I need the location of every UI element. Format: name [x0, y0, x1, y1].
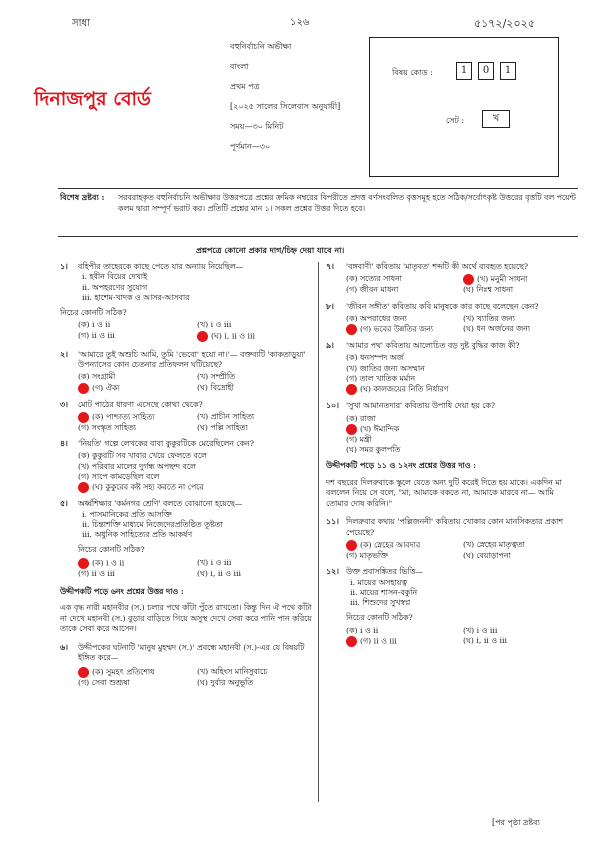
- q4-text: 'নিয়তি' গল্পে লেখকের বাবা কুকুরটিকে মেরেছিলেন কেন?: [78, 439, 254, 449]
- q2-opt-c-label: (গ) ঐক্য: [92, 383, 120, 393]
- q10-opt-b-label: (খ) ঈমান্দিক: [360, 424, 400, 434]
- meta-marks: পূর্ণমান—৩০: [230, 142, 271, 151]
- q1-opt-a-label: (ক) i ও ii: [78, 320, 111, 330]
- q5-opt-b[interactable]: [197, 558, 312, 569]
- q8-opt-d[interactable]: [463, 324, 576, 335]
- board-name: দিনাজপুর বোর্ড: [34, 88, 152, 110]
- set-label: সেট :: [446, 116, 465, 125]
- q4-opt-d-label: (ঘ) কুকুরের কষ্ট সহ্য করতে না পেরে: [92, 482, 204, 492]
- q6-opt-c-label: (গ) সেবা শুশ্রূষা: [78, 677, 130, 687]
- q5-opt-a[interactable]: [78, 558, 193, 569]
- q11-opt-d[interactable]: [463, 551, 576, 561]
- q12-opt-c[interactable]: [346, 636, 459, 647]
- question-11: [326, 517, 576, 561]
- answer-mark: [346, 540, 357, 551]
- q1-item-3: iii. হাশেম-খাদক ও আসর-আসবার: [82, 292, 190, 302]
- q6-opt-a[interactable]: [78, 667, 193, 678]
- divider-top: [58, 188, 578, 189]
- q12-item-1: i. মায়ের অসহায়ত্ব: [350, 577, 407, 587]
- q3-opt-d[interactable]: [197, 423, 312, 433]
- warning-text: প্রশ্নপত্রে কোনো প্রকার দাগ/চিহ্ন দেয়া যাবে না।: [196, 245, 345, 255]
- answer-mark: [346, 636, 357, 647]
- q12-item-2: ii. মায়ের শাসন-বকুনি: [350, 587, 418, 597]
- stimulus-1: [60, 587, 312, 635]
- q5-text: অর্ধ্বশিক্ষার 'কর্মনগর শ্রেণি' বলতে বোঝানো হয়েছে—: [78, 499, 243, 509]
- q11-text: দিলরুবার কথায় 'পল্লিজননী' কবিতায় খোকার কোন মানসিকতার প্রকাশ পেয়েছে?: [346, 517, 564, 537]
- q12-opt-c-label: (গ) ii ও iii: [360, 636, 397, 646]
- q3-opt-c[interactable]: [78, 423, 193, 433]
- q1-item-1: i. হবীন বিয়ের দেখাই: [82, 272, 148, 282]
- q7-number: ৭।: [326, 262, 334, 271]
- q10-opt-d-label: (ঘ) সমর কুলপতি: [346, 445, 401, 455]
- q4-opt-c-label: (গ) সাপে কামড়েছিল বলে: [78, 471, 160, 481]
- q3-opt-c-label: (গ) সংস্কৃত সাহিত্য: [78, 422, 136, 432]
- q1-text: বহিপীর তাহেরকে কাছে পেতে যার অন্যায় নিয়েছিল—: [78, 262, 244, 271]
- q12-opt-b-label: (খ) i ও iii: [463, 625, 498, 635]
- q7-opt-c-label: (গ) জীবন মাধনা: [346, 285, 399, 295]
- q3-opt-b-label: (খ) প্রাচীন সাহিত্য: [197, 411, 255, 421]
- q9-number: ৯।: [326, 341, 334, 351]
- answer-mark: [346, 324, 357, 335]
- q12-sub: নিচের কোনটি সঠিক?: [346, 613, 413, 623]
- right-column: [326, 262, 576, 647]
- code-digit-2: 0: [478, 62, 494, 80]
- stimulus-1-heading: উদ্দীপকটি পড়ে ৬নং প্রশ্নের উত্তর দাও :: [60, 586, 184, 596]
- meta-line3: প্রথম পত্র: [230, 82, 260, 91]
- q7-opt-d[interactable]: [463, 285, 576, 295]
- q9-opt-d[interactable]: [346, 384, 576, 395]
- q6-opt-d[interactable]: [197, 678, 312, 688]
- code-box: [369, 37, 559, 177]
- instruction-text: সরবরাহকৃত বহুনির্বাচনি অভীক্ষার উত্তরপত্রে প্রশ্নের ক্রমিক নম্বরের বিপরীতে প্রদত্ত বর্ণসংবলিত বৃত্তসমূহ হতে সঠিক/সর্বোৎকৃষ্ট উত্তরের বৃত্তটি বল পয়েন্ট কলম দ্বারা সম্পূর্ণ ভরাট কর। প্রতিটি প্রশ্নের মান ১। সকল প্রশ্নের উত্তর দিতে হবে।: [118, 193, 576, 214]
- question-3: [60, 400, 312, 434]
- q6-number: ৬।: [60, 642, 68, 652]
- q11-number: ১১।: [326, 517, 339, 527]
- q5-opt-b-label: (খ) i ও iii: [197, 557, 232, 567]
- q10-opt-a[interactable]: [346, 414, 576, 424]
- q10-opt-d[interactable]: [346, 445, 576, 455]
- q2-opt-d[interactable]: [197, 383, 312, 394]
- q5-opt-d-label: (ঘ) i, ii ও iii: [197, 568, 241, 578]
- q12-opt-d[interactable]: [463, 636, 576, 647]
- q9-opt-b-label: (খ) জাতির জন্য অসম্মান: [346, 363, 425, 373]
- q10-opt-a-label: (ক) রাজা: [346, 413, 376, 423]
- q9-opt-a[interactable]: [346, 353, 576, 363]
- q7-opt-c[interactable]: [346, 285, 459, 295]
- q10-opt-c[interactable]: [346, 435, 576, 445]
- q1-opt-b-label: (খ) i ও iii: [197, 320, 232, 330]
- q3-number: ৩।: [60, 399, 68, 409]
- q1-opt-c-label: (গ) ii ও iii: [78, 330, 115, 340]
- q1-opt-c[interactable]: [78, 331, 193, 342]
- answer-mark: [197, 331, 208, 342]
- q11-opt-b-label: (খ) স্নেহের মাতৃত্বতা: [463, 540, 525, 549]
- header-left: সাধা: [72, 18, 91, 29]
- q1-number: ১।: [60, 262, 68, 271]
- meta-line1: বহুনির্বাচনি অভীক্ষা: [230, 42, 292, 51]
- page-number: ১২৬: [290, 17, 310, 28]
- question-5: [60, 499, 312, 579]
- q3-opt-a-label: (ক) পাশ্চাত্য সাহিত্য: [92, 412, 155, 422]
- footer-next-page: [পর পৃষ্ঠা দ্রষ্টব্য: [492, 818, 540, 827]
- q8-opt-a[interactable]: [346, 314, 459, 324]
- answer-mark: [78, 383, 89, 394]
- question-1: [60, 262, 312, 342]
- q11-opt-c-label: (গ) মাতৃভক্তি: [346, 551, 388, 560]
- q4-opt-c[interactable]: [78, 472, 312, 482]
- q2-opt-d-label: (ঘ) বিদ্রোহী: [197, 382, 234, 392]
- q9-opt-c[interactable]: [346, 374, 576, 384]
- q1-opt-a[interactable]: [78, 320, 193, 330]
- question-2: [60, 350, 312, 394]
- q9-opt-a-label: (ক) ধনসম্পদ অর্জ: [346, 353, 404, 363]
- question-6: [60, 643, 312, 688]
- q7-opt-d-label: (ঘ) নিঃশ্ব সাধনা: [463, 285, 514, 295]
- q5-opt-c[interactable]: [78, 569, 193, 579]
- answer-mark: [346, 384, 357, 395]
- q6-opt-a-label: (ক) সুমহৎ প্রতিশোধ: [92, 667, 155, 677]
- q6-text: উদ্দীপকের ঘটনাটি 'মানুষ মুহম্মদ (স.)' প্রবন্ধে মহানবী (স.)-এর যে বিষয়টি ইঙ্গিত করে—: [78, 642, 305, 663]
- q12-opt-a[interactable]: [346, 626, 459, 636]
- instruction-title: বিশেষ দ্রষ্টব্য :: [60, 192, 105, 202]
- q7-opt-b[interactable]: [463, 274, 576, 285]
- divider-bottom: [58, 236, 578, 237]
- q11-opt-b[interactable]: [463, 540, 576, 551]
- q4-opt-a[interactable]: [78, 451, 312, 461]
- q11-opt-c[interactable]: [346, 551, 459, 561]
- q5-item-2: ii. চিন্তাশক্তি মাধ্যমে নিজেদেরপ্রতিষ্ঠিত তূষ্টতা: [82, 519, 223, 529]
- subject-code-digits: [450, 62, 516, 80]
- q5-sub: নিচের কোনটি সঠিক?: [78, 545, 145, 555]
- q3-text: মোট পাঠের ধারণা এসেছে কোথা থেকে?: [78, 399, 203, 409]
- q10-opt-c-label: (গ) মন্ত্রী: [346, 434, 372, 444]
- set-value: খ: [482, 110, 510, 128]
- exam-code: ৫১৭২/২০২৫: [474, 17, 535, 30]
- q3-opt-d-label: (ঘ) পল্লি সাহিত্য: [197, 422, 248, 432]
- q5-item-3: iii. অধুনিক সাহিত্যের প্রতি আকর্ষণ: [82, 530, 193, 540]
- q4-opt-b[interactable]: [78, 462, 312, 472]
- question-9: [326, 341, 576, 395]
- code-digit-3: 1: [500, 62, 516, 80]
- answer-mark: [346, 424, 357, 435]
- q1-opt-d-label: (ঘ) i, ii ও iii: [211, 331, 255, 341]
- answer-mark: [78, 667, 89, 678]
- stimulus-2: [326, 461, 576, 509]
- q8-opt-a-label: (ক) অপরাধের জন্য: [346, 313, 407, 323]
- subject-code-label: বিষয় কোড :: [392, 68, 433, 77]
- exam-meta: [230, 42, 340, 162]
- q1-opt-d[interactable]: [197, 331, 312, 342]
- q3-opt-b[interactable]: [197, 412, 312, 423]
- q8-opt-d-label: (ঘ) ধন অর্জনের জন্য: [463, 324, 531, 334]
- q6-opt-b-label: (খ) অহিংস মানিসুবাচে: [197, 666, 268, 676]
- q4-opt-a-label: (ক) কুকুরটি সব খাবার খেয়ে ফেলতে বলে: [78, 451, 207, 461]
- question-4: [60, 439, 312, 493]
- q9-opt-d-label: (ঘ) কালজয়ের নিতি নির্ধারণ: [360, 384, 449, 394]
- q7-text: 'বঙ্গবাণী' কবিতায় 'মাতৃবত' শব্দটি কী অর্থে ব্যবহৃত হয়েছে?: [346, 262, 529, 271]
- question-8: [326, 302, 576, 336]
- q12-text: উক্ত প্রবাসঙ্কিতর ভিত্তি—: [346, 567, 424, 577]
- q5-opt-c-label: (গ) ii ও iii: [78, 568, 115, 578]
- code-digit-1: 1: [456, 62, 472, 80]
- q4-opt-d[interactable]: [78, 482, 312, 493]
- q11-opt-a-label: (ক) স্নেহের আবদার: [360, 540, 421, 550]
- q8-opt-b[interactable]: [463, 314, 576, 324]
- left-column: [60, 262, 312, 688]
- q5-item-1: i. পাসমানিকের প্রতি আসক্তি: [82, 509, 172, 519]
- q8-number: ৮।: [326, 301, 334, 311]
- q7-opt-b-label: (খ) মনুমী সাধনা: [477, 274, 528, 284]
- q2-opt-c[interactable]: [78, 383, 193, 394]
- q6-opt-d-label: (ঘ) দুর্বার অনুভূতি: [197, 677, 254, 687]
- q2-number: ২।: [60, 349, 68, 359]
- stimulus-2-text: দশ বছরের দিলরুবাকে স্কুলে যেতে অন্য দুটি করেই দিতে হয় মাকে। একদিন মা বললেন নিয়ে সে বলে, "মা, আমাকে বকতে না, আমাকে মারবে না— আমি তোমার দোষ করিনি।": [326, 477, 562, 508]
- meta-line2: বাংলা: [230, 62, 249, 71]
- q6-opt-b[interactable]: [197, 667, 312, 678]
- q10-number: ১০।: [326, 401, 339, 411]
- q2-opt-a-label: (ক) সংগ্রামী: [78, 372, 116, 382]
- answer-mark: [463, 274, 474, 285]
- q9-opt-b[interactable]: [346, 364, 576, 374]
- q8-opt-c[interactable]: [346, 324, 459, 335]
- stimulus-2-heading: উদ্দীপকটি পড়ে ১১ ও ১২নং প্রশ্নের উত্তর দাও :: [326, 461, 477, 471]
- q3-opt-a[interactable]: [78, 412, 193, 423]
- q8-opt-b-label: (খ) খ্যাতির জন্য: [463, 313, 516, 323]
- q10-opt-b[interactable]: [346, 424, 576, 435]
- q12-opt-b[interactable]: [463, 626, 576, 636]
- q4-number: ৪।: [60, 439, 68, 449]
- question-10: [326, 401, 576, 455]
- q11-opt-a[interactable]: [346, 540, 459, 551]
- q1-item-2: ii. অপহরণের সুযোগ: [82, 282, 148, 292]
- q7-opt-a-label: (ক) সত্যের সাধনা: [346, 274, 402, 284]
- q7-opt-a[interactable]: [346, 274, 459, 285]
- q11-opt-d-label: (ঘ) বেয়াড়াপনা: [463, 551, 511, 560]
- meta-time: সময়—৩০ মিনিট: [230, 122, 284, 131]
- q9-text: 'আমার পথ' কবিতায় আলোচিত বড় দুষ্ট বুদ্ধির কাজ কী?: [346, 341, 520, 351]
- q4-opt-b-label: (খ) পরিবার মালের দুর্গন্ধ অপছন্দ বলে: [78, 461, 196, 471]
- q2-opt-a[interactable]: [78, 372, 193, 382]
- q6-opt-c[interactable]: [78, 678, 193, 688]
- answer-mark: [78, 482, 89, 493]
- q12-opt-d-label: (ঘ) i, ii ও iii: [463, 635, 507, 645]
- q8-opt-c-label: (গ) ভবের উন্নতির জন্য: [360, 324, 433, 334]
- q2-opt-b-label: (খ) সম্প্রীতি: [197, 372, 235, 382]
- q5-opt-a-label: (ক) i ও ii: [92, 558, 125, 568]
- meta-line4: [২০২৫ সালের সিলেবাস অনুযায়ী]: [230, 102, 341, 111]
- q5-opt-d[interactable]: [197, 569, 312, 579]
- q9-opt-c-label: (গ) তাল খাতিক মর্মান: [346, 373, 416, 383]
- q1-sub: নিচের কোনটি সঠিক?: [60, 308, 127, 318]
- question-12: [326, 567, 576, 647]
- stimulus-1-text: এক বৃদ্ধ নারী মহানবীর (স.) চলার পথে কাঁটা পুঁতে রাখতো। কিন্তু দিন ঐ পথে কাঁটা না দেখে মহানবী (স.) বুড়ার বাড়িতে গিয়ে অসুস্থ দেখে সেবা করে পানি পান করিয়ে তাকে সেবা করে আসেন।: [60, 603, 312, 634]
- answer-mark: [78, 558, 89, 569]
- q2-opt-b[interactable]: [197, 372, 312, 382]
- q12-opt-a-label: (ক) i ও ii: [346, 625, 379, 635]
- q12-number: ১২।: [326, 567, 339, 577]
- q10-text: 'সুখা আমানতদার' কবিতায় উপাধি দেয়া হয় কে?: [346, 401, 496, 411]
- q1-opt-b[interactable]: [197, 320, 312, 330]
- column-divider: [318, 262, 319, 802]
- q5-number: ৫।: [60, 499, 68, 509]
- question-7: [326, 262, 576, 296]
- answer-mark: [78, 412, 89, 423]
- q8-text: 'জীবন সঙ্গীত' কবিতায় কবি মানুষকে কার কাছে বলেছেন কেন?: [346, 301, 539, 311]
- q12-item-3: iii. শিশুদের সুখস্বপ্ন: [350, 598, 411, 608]
- q2-text: 'আমারে তুই অশুচি আমি, তুমি 'ভেবো' হয়ো না।'— বক্তব্যটি 'কাকতাড়ুয়া' উপন্যাসের কোন চেতনার প্রতিফলন ঘটিয়েছে?: [78, 349, 306, 369]
